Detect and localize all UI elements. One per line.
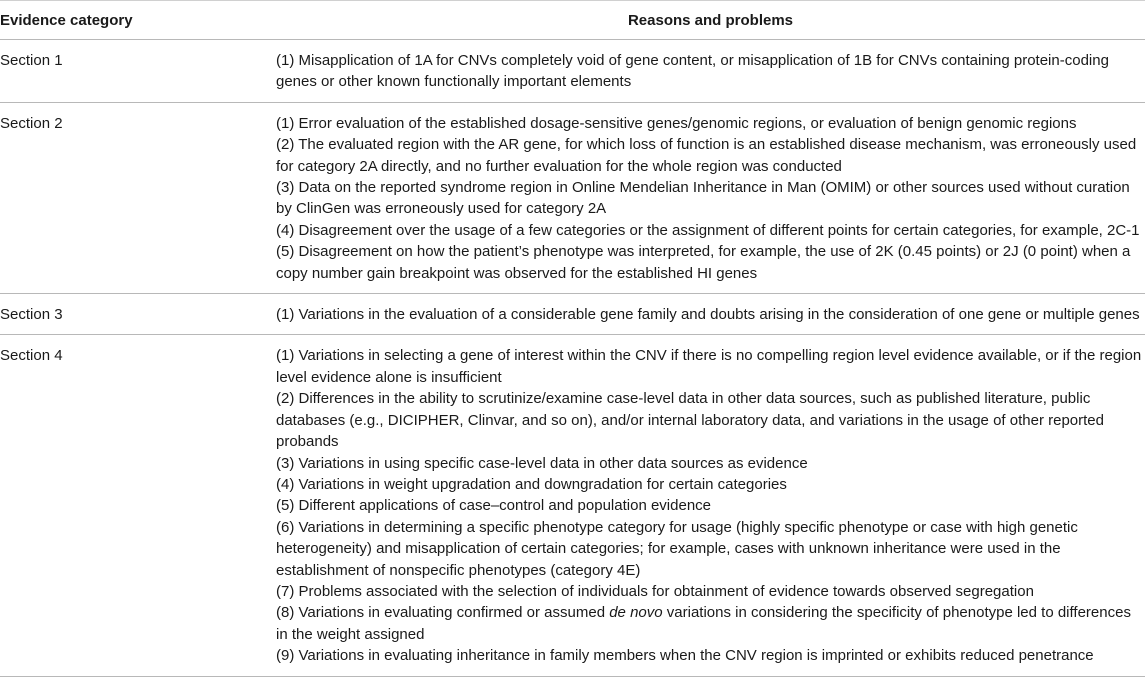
reason-item: (8) Variations in evaluating confirmed or assumed de novo variations in considering the specificity of phenotype led to differences in the weight assigned <box>276 604 1131 643</box>
reasons-cell <box>276 40 1145 103</box>
table-row-section-3 <box>0 294 1145 335</box>
reason-item: (1) Error evaluation of the established dosage-sensitive genes/genomic regions, or evaluation of benign genomic regions <box>276 114 1077 132</box>
reason-item: (3) Data on the reported syndrome region in Online Mendelian Inheritance in Man (OMIM) or other sources used without curation by ClinGen was erroneously used for category 2A <box>276 179 1130 218</box>
reason-item: (1) Misapplication of 1A for CNVs completely void of gene content, or misapplication of 1B for CNVs containing protein-coding genes or other known functionally important elements <box>276 52 1109 91</box>
table-row-section-1 <box>0 40 1145 103</box>
category-cell: Section 4 <box>0 335 276 676</box>
reason-item: (4) Disagreement over the usage of a few categories or the assignment of different points for certain categories, for example, 2C-1 <box>276 221 1140 239</box>
category-cell: Section 3 <box>0 294 276 335</box>
category-cell: Section 2 <box>0 102 276 293</box>
reason-item: (7) Problems associated with the selection of individuals for obtainment of evidence towards observed segregation <box>276 582 1034 600</box>
reason-item: (2) The evaluated region with the AR gene, for which loss of function is an established disease mechanism, was erroneously used for category 2A directly, and no further evaluation for the whole region was conducted <box>276 136 1137 175</box>
reasons-cell <box>276 335 1145 676</box>
reason-item: (1) Variations in the evaluation of a considerable gene family and doubts arising in the consideration of one gene or multiple genes <box>276 306 1140 324</box>
header-reasons-and-problems: Reasons and problems <box>276 1 1145 40</box>
header-evidence-category: Evidence category <box>0 1 276 40</box>
table-row-section-2 <box>0 102 1145 293</box>
reason-item: (2) Differences in the ability to scrutinize/examine case-level data in other data sources, such as published literature, public databases (e.g., DICIPHER, Clinvar, and so on), and/or internal laboratory data, and variations in the usage of other reported probands <box>276 390 1104 451</box>
reason-item: (1) Variations in selecting a gene of interest within the CNV if there is no compelling region level evidence available, or if the region level evidence alone is insufficient <box>276 347 1142 386</box>
reason-item: (9) Variations in evaluating inheritance in family members when the CNV region is imprinted or exhibits reduced penetrance <box>276 647 1094 665</box>
category-cell: Section 1 <box>0 40 276 103</box>
reason-item: (3) Variations in using specific case-level data in other data sources as evidence <box>276 454 808 472</box>
reason-item: (4) Variations in weight upgradation and downgradation for certain categories <box>276 475 787 493</box>
reasons-cell <box>276 294 1145 335</box>
reasons-cell <box>276 102 1145 293</box>
reason-item: (5) Disagreement on how the patient’s phenotype was interpreted, for example, the use of 2K (0.45 points) or 2J (0 point) when a copy number gain breakpoint was observed for the established HI genes <box>276 243 1131 282</box>
reason-item: (5) Different applications of case–control and population evidence <box>276 497 711 515</box>
table-row-section-4 <box>0 335 1145 676</box>
header-row <box>0 1 1145 40</box>
reason-item: (6) Variations in determining a specific phenotype category for usage (highly specific phenotype or case with high genetic heterogeneity) and misapplication of certain categories; for example, cases with unknown inheritance were used in the establishment of nonspecific phenotypes (category 4E) <box>276 518 1078 579</box>
